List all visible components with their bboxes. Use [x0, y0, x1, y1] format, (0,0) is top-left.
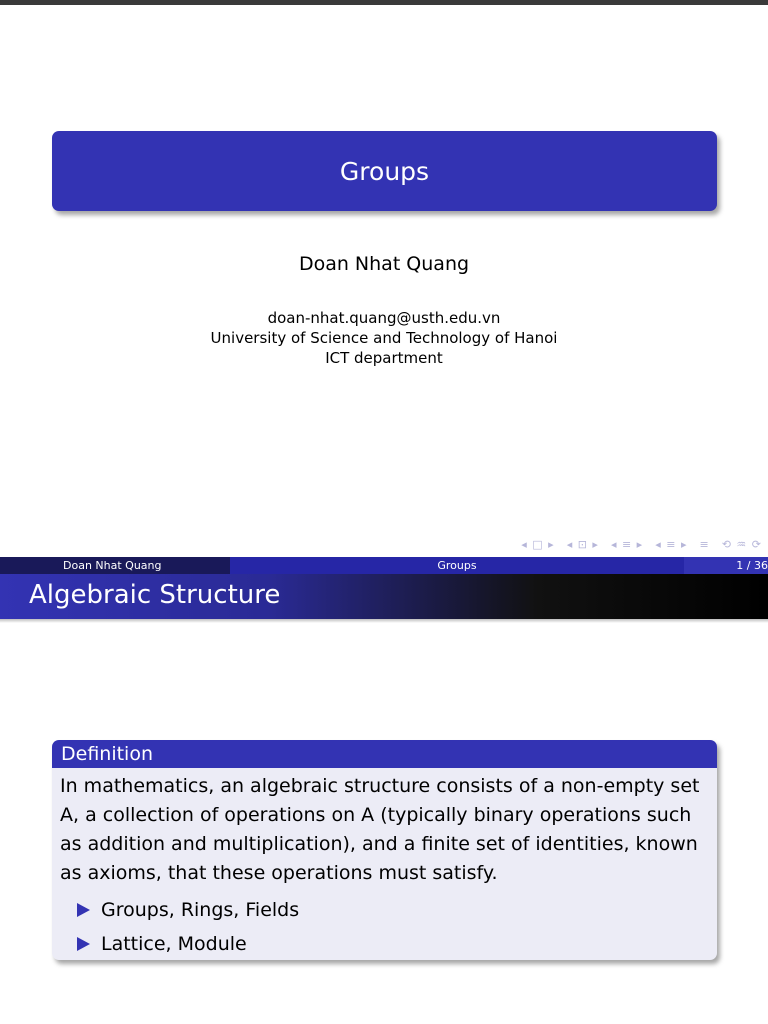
definition-block-body	[52, 768, 717, 960]
structure-list	[60, 893, 709, 960]
department-name: ICT department	[325, 349, 443, 367]
list-item	[77, 893, 709, 927]
definition-block-title: Definition	[52, 740, 717, 768]
definition-block	[52, 740, 717, 960]
nav-search-icon[interactable]: ⟲ ♒ ⟳	[721, 538, 762, 551]
institution-name: University of Science and Technology of Hanoi	[210, 329, 558, 347]
author-name: Doan Nhat Quang	[298, 253, 470, 275]
nav-toc-icon[interactable]: ≡	[699, 538, 710, 551]
bullet-triangle-icon	[77, 937, 90, 951]
footline	[0, 557, 768, 574]
nav-subsection-icon[interactable]: ◂ ≡ ▸	[610, 538, 644, 551]
nav-section-icon[interactable]: ◂ ≡ ▸	[655, 538, 688, 551]
affiliation	[0, 308, 768, 368]
list-item	[77, 927, 709, 960]
footline-page-number: 1 / 36	[684, 557, 768, 574]
footline-title: Groups	[230, 557, 684, 574]
list-item-text: Groups, Rings, Fields	[101, 898, 300, 921]
frame-title: Algebraic Structure	[29, 580, 281, 610]
bullet-triangle-icon	[77, 903, 90, 917]
navigation-symbols[interactable]	[521, 538, 762, 551]
nav-frame-icon[interactable]: ◂ ⊡ ▸	[566, 538, 599, 551]
list-item-text: Lattice, Module	[101, 932, 247, 955]
slide-title: Groups	[339, 156, 430, 186]
author-email[interactable]: doan-nhat.quang@usth.edu.vn	[267, 309, 501, 327]
frame-title-bar	[0, 574, 768, 619]
title-box	[52, 131, 717, 211]
title-slide	[0, 5, 768, 557]
definition-text: In mathematics, an algebraic structure consists of a non-empty set A, a collection of operations on A (typically binary operations such as addition and multiplication), and a finite set of identities, known as axioms, that these operations must satisfy.	[60, 775, 700, 884]
footline-author: Doan Nhat Quang	[0, 557, 230, 574]
frame-title-shadow	[0, 619, 768, 623]
nav-slide-icon[interactable]: ◂ □ ▸	[521, 538, 555, 551]
